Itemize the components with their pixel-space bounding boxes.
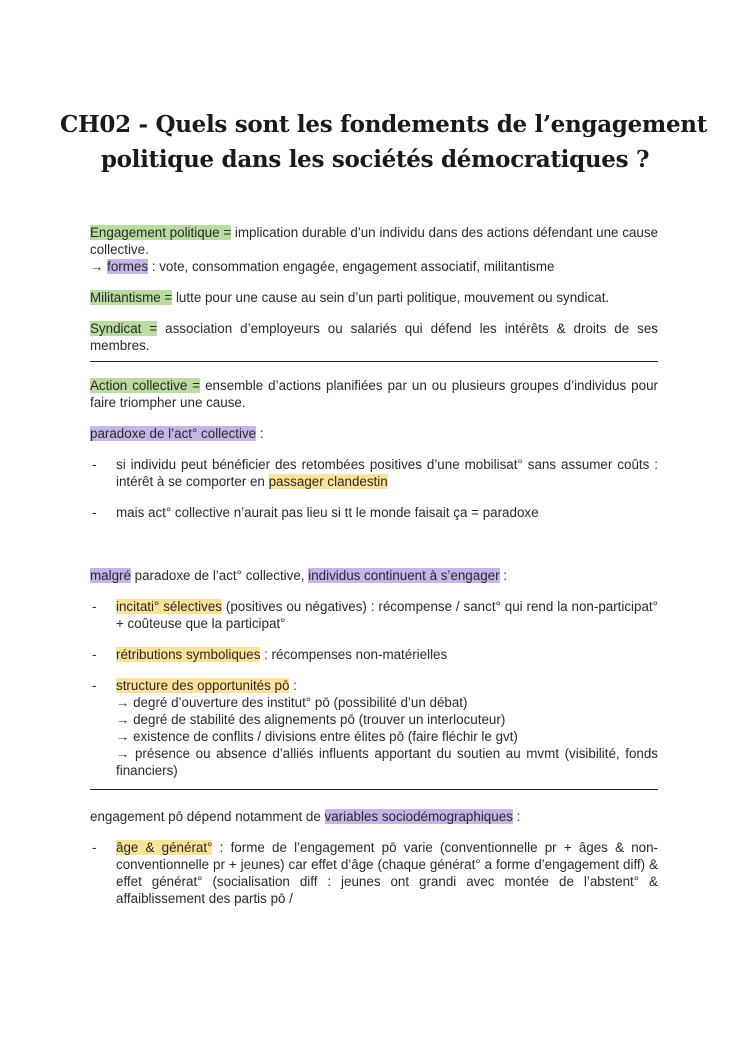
def-age-generation: : forme de l’engagement pō varie (conventionnelle pr + âges & non-conventionnelle pr + jeunes) car effet d’âge (chaque générat° a forme d’engagement diff) & effet générat° (socialisation diff : jeunes ont grandi avec montée de l’abstent° & affaiblissement des partis pō /: [116, 840, 658, 906]
structure-sub-4: → présence ou absence d’alliés influents apportant du soutien au mvmt (visibilité, fonds financiers): [116, 746, 658, 778]
variables-intro: engagement pō dépend notamment de: [90, 809, 325, 824]
def-incitations-selectives: (positives ou négatives) : récompense / sanct° qui rend la non-participat° + coûteuse que la participat°: [116, 599, 659, 631]
definition-militantisme: [90, 289, 658, 306]
term-structure-opportunites: structure des opportunités pō: [116, 678, 290, 693]
paradoxe-heading: [90, 425, 658, 442]
malgre-heading: [90, 567, 658, 584]
title-line-2: politique dans les sociétés démocratiques ?: [100, 146, 650, 174]
def-syndicat: association d’employeurs ou salariés qui défend les intérêts & droits de ses membres.: [90, 321, 658, 353]
paradoxe-item-2-text: mais act° collective n’aurait pas lieu si tt le monde faisait ça = paradoxe: [116, 505, 539, 520]
term-engagement-politique: Engagement politique =: [90, 225, 232, 240]
list-item: [90, 598, 658, 632]
def-retributions-symboliques: : récompenses non-matérielles: [260, 647, 448, 662]
definition-engagement: [90, 224, 658, 275]
term-age-generation: âge & générat°: [116, 840, 213, 855]
structure-sub-3: → existence de conflits / divisions entre élites pō (faire fléchir le gvt): [116, 729, 518, 744]
term-formes: formes: [107, 259, 149, 274]
term-action-collective: Action collective =: [90, 378, 201, 393]
structure-colon: :: [289, 678, 297, 693]
term-malgre: malgré: [90, 568, 131, 583]
term-militantisme: Militantisme =: [90, 290, 173, 305]
def-militantisme: lutte pour une cause au sein d’un parti politique, mouvement ou syndicat.: [172, 290, 610, 305]
list-item: [90, 839, 658, 907]
def-engagement-politique: implication durable d’un individu dans des actions défendant une cause collective.: [90, 225, 658, 257]
definition-action-collective: [90, 377, 658, 411]
term-syndicat: Syndicat =: [90, 321, 158, 336]
notes-content: [90, 224, 658, 907]
term-paradoxe: paradoxe de l’act° collective: [90, 426, 257, 441]
variables-colon: :: [512, 809, 521, 824]
malgre-colon: :: [499, 568, 508, 583]
list-item: [90, 504, 658, 521]
malgre-mid-text: paradoxe de l’act° collective,: [130, 568, 309, 583]
variables-heading: [90, 808, 658, 825]
term-passager-clandestin: passager clandestin: [268, 474, 388, 489]
term-variables-sociodemographiques: variables sociodémographiques: [324, 809, 513, 824]
section-divider-1: [90, 361, 658, 362]
list-item: [90, 677, 658, 779]
structure-sub-1: → degré d’ouverture des institut° pō (possibilité d’un débat): [116, 695, 468, 710]
arrow-formes: →: [90, 259, 108, 274]
engagement-reasons-list: [90, 598, 658, 779]
term-incitations-selectives: incitati° sélectives: [116, 599, 222, 614]
term-retributions-symboliques: rétributions symboliques: [116, 647, 261, 662]
variables-list: [90, 839, 658, 907]
paradoxe-item-1-text: si individu peut bénéficier des retombées positives d’une mobilisat° sans assumer coûts : intérêt à se comporter en: [116, 457, 658, 489]
structure-sub-2: → degré de stabilité des alignements pō (trouver un interlocuteur): [116, 712, 506, 727]
definition-syndicat: [90, 320, 658, 354]
def-action-collective: ensemble d’actions planifiées par un ou plusieurs groupes d’individus pour faire triompher une cause.: [90, 378, 658, 410]
def-formes: : vote, consommation engagée, engagement associatif, militantisme: [148, 259, 555, 274]
paradoxe-colon: :: [256, 426, 264, 441]
list-item: [90, 646, 658, 663]
title-line-1: CH02 - Quels sont les fondements de l’engagement: [60, 111, 708, 139]
page-title: [60, 107, 708, 177]
term-individus-engager: individus continuent à s’engager: [308, 568, 500, 583]
paradoxe-list: [90, 456, 658, 521]
list-item: [90, 456, 658, 490]
section-divider-2: [90, 789, 658, 790]
